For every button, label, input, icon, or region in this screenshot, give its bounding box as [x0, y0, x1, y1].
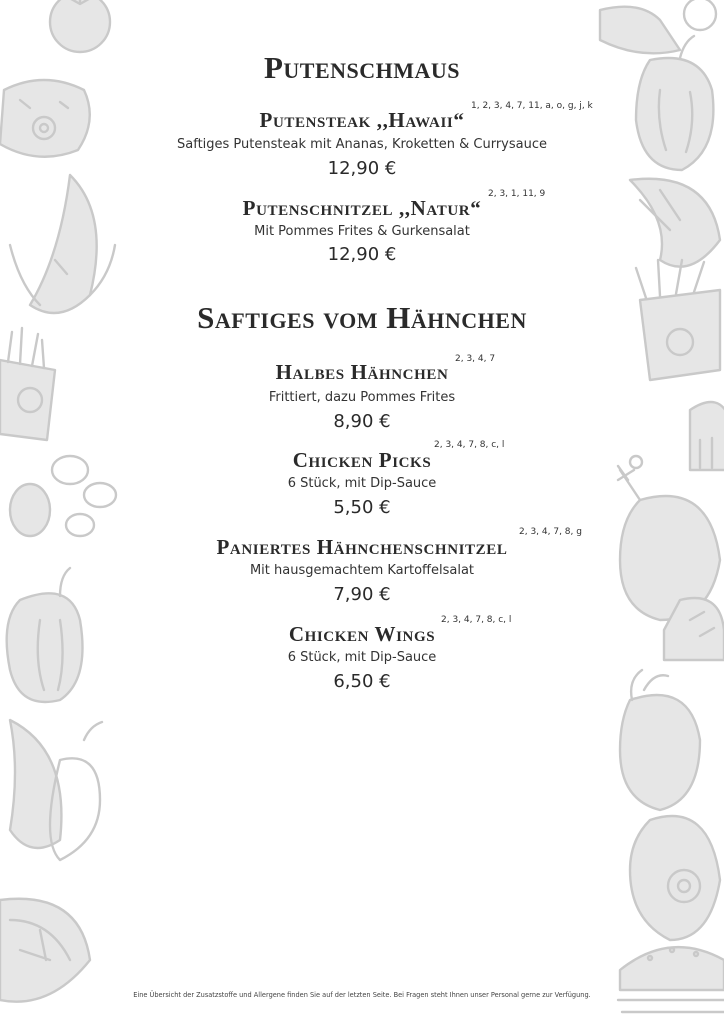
item-description: Mit Pommes Frites & Gurkensalat [254, 224, 470, 239]
item-allergens: 1, 2, 3, 4, 7, 11, a, o, g, j, k [471, 101, 593, 111]
item-allergens: 2, 3, 4, 7, 8, c, l [434, 440, 505, 450]
item-price: 12,90 € [327, 158, 397, 179]
item-description: 6 Stück, mit Dip-Sauce [287, 476, 437, 491]
item-name-chicken-picks: Chicken Picks [292, 448, 432, 472]
section-title-putenschmaus: Putenschmaus [263, 50, 461, 85]
item-name-halbes-haehnchen: Halbes Hähnchen [275, 360, 449, 384]
item-description: 6 Stück, mit Dip-Sauce [287, 650, 437, 665]
footer-note: Eine Übersicht der Zusatzstoffe und Allergene finden Sie auf der letzten Seite. Bei Fragen steht Ihnen unser Personal gerne zur Verfügung. [133, 991, 591, 999]
item-description: Mit hausgemachtem Kartoffelsalat [249, 563, 475, 578]
item-name-chicken-wings: Chicken Wings [288, 622, 436, 646]
item-name-paniertes-haehnchenschnitzel: Paniertes Hähnchenschnitzel [216, 535, 508, 559]
item-price: 6,50 € [333, 671, 391, 692]
item-name-putensteak-hawaii: Putensteak ,,Hawaii“ [259, 108, 465, 132]
item-allergens: 2, 3, 4, 7 [455, 354, 496, 364]
item-name-putenschnitzel-natur: Putenschnitzel ,,Natur“ [242, 196, 482, 220]
item-allergens: 2, 3, 1, 11, 9 [488, 189, 546, 199]
item-price: 12,90 € [327, 244, 397, 265]
item-price: 7,90 € [333, 584, 391, 605]
item-allergens: 2, 3, 4, 7, 8, c, l [441, 615, 512, 625]
item-description: Saftiges Putensteak mit Ananas, Kroketten & Currysauce [177, 137, 547, 152]
item-allergens: 2, 3, 4, 7, 8, g [519, 527, 582, 537]
section-title-haehnchen: Saftiges vom Hähnchen [197, 300, 527, 335]
item-price: 5,50 € [333, 497, 391, 518]
item-price: 8,90 € [333, 411, 391, 432]
item-description: Frittiert, dazu Pommes Frites [268, 390, 456, 405]
